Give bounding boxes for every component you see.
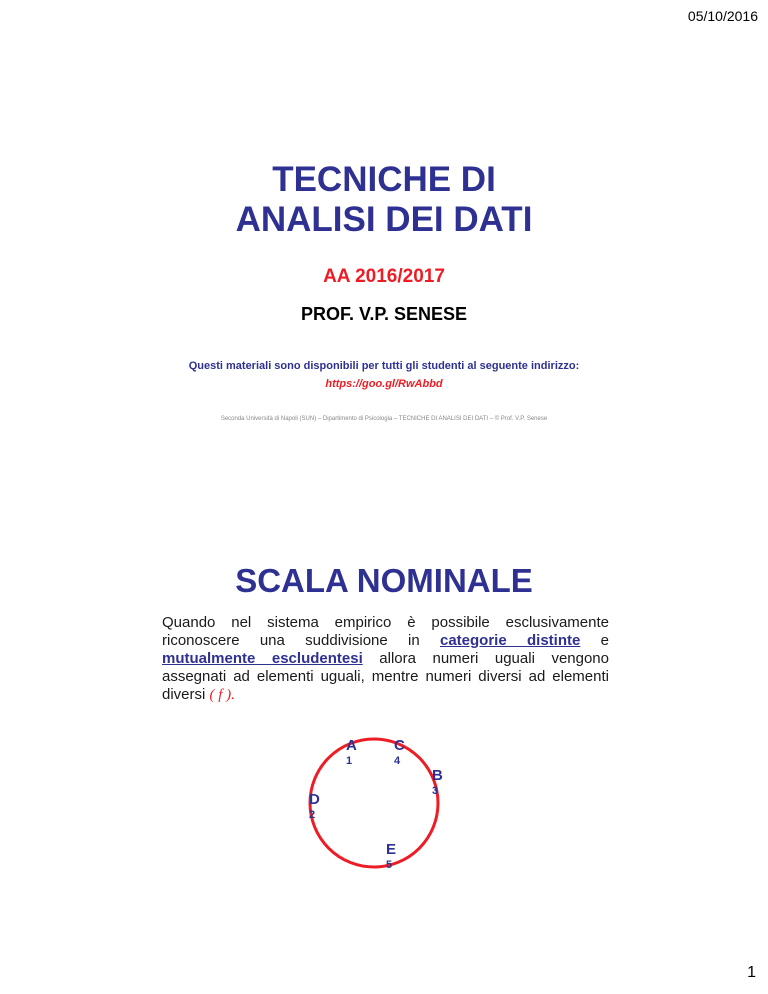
point-number-b: 3 [432,785,439,797]
point-letter-a: A [346,737,357,754]
title-line-1: TECNICHE DI [272,160,496,199]
slide-date: 05/10/2016 [687,8,758,24]
point-letter-b: B [432,767,443,784]
point-number-a: 1 [346,755,353,767]
para-text-3: allora numeri uguali vengono assegnati ad elementi uguali, mentre numeri diversi ad elementi diversi [162,650,609,703]
point-letter-e: E [386,841,397,858]
para-text-1: Quando nel sistema empirico è possibile esclusivamente riconoscere una suddivisione in [162,614,609,649]
term-categorie-distinte: categorie distinte [440,632,581,649]
category-circle [310,739,438,867]
academic-year: AA 2016/2017 [323,266,445,287]
page-number: 1 [747,964,756,981]
title-line-2: ANALISI DEI DATI [235,200,533,239]
point-letter-d: D [309,791,320,808]
term-mutualmente-escludentesi: mutualmente escludentesi [162,650,363,667]
para-text-2: e [580,632,609,649]
point-number-c: 4 [394,755,401,767]
point-number-e: 5 [386,859,393,871]
professor-name: PROF. V.P. SENESE [300,304,468,324]
point-letter-c: C [394,737,405,754]
function-symbol: ( f ). [209,687,235,703]
point-number-d: 2 [309,809,316,821]
materials-link[interactable]: https://goo.gl/RwAbbd [325,378,443,390]
materials-note: Questi materiali sono disponibili per tutti gli studenti al seguente indirizzo: [188,360,580,372]
slide-title: SCALA NOMINALE [235,562,533,599]
slide-footer: Seconda Università di Napoli (SUN) – Dipartimento di Psicologia – TECNICHE DI ANALISI DEI DATI – © Prof. V.P. Senese [220,416,548,422]
